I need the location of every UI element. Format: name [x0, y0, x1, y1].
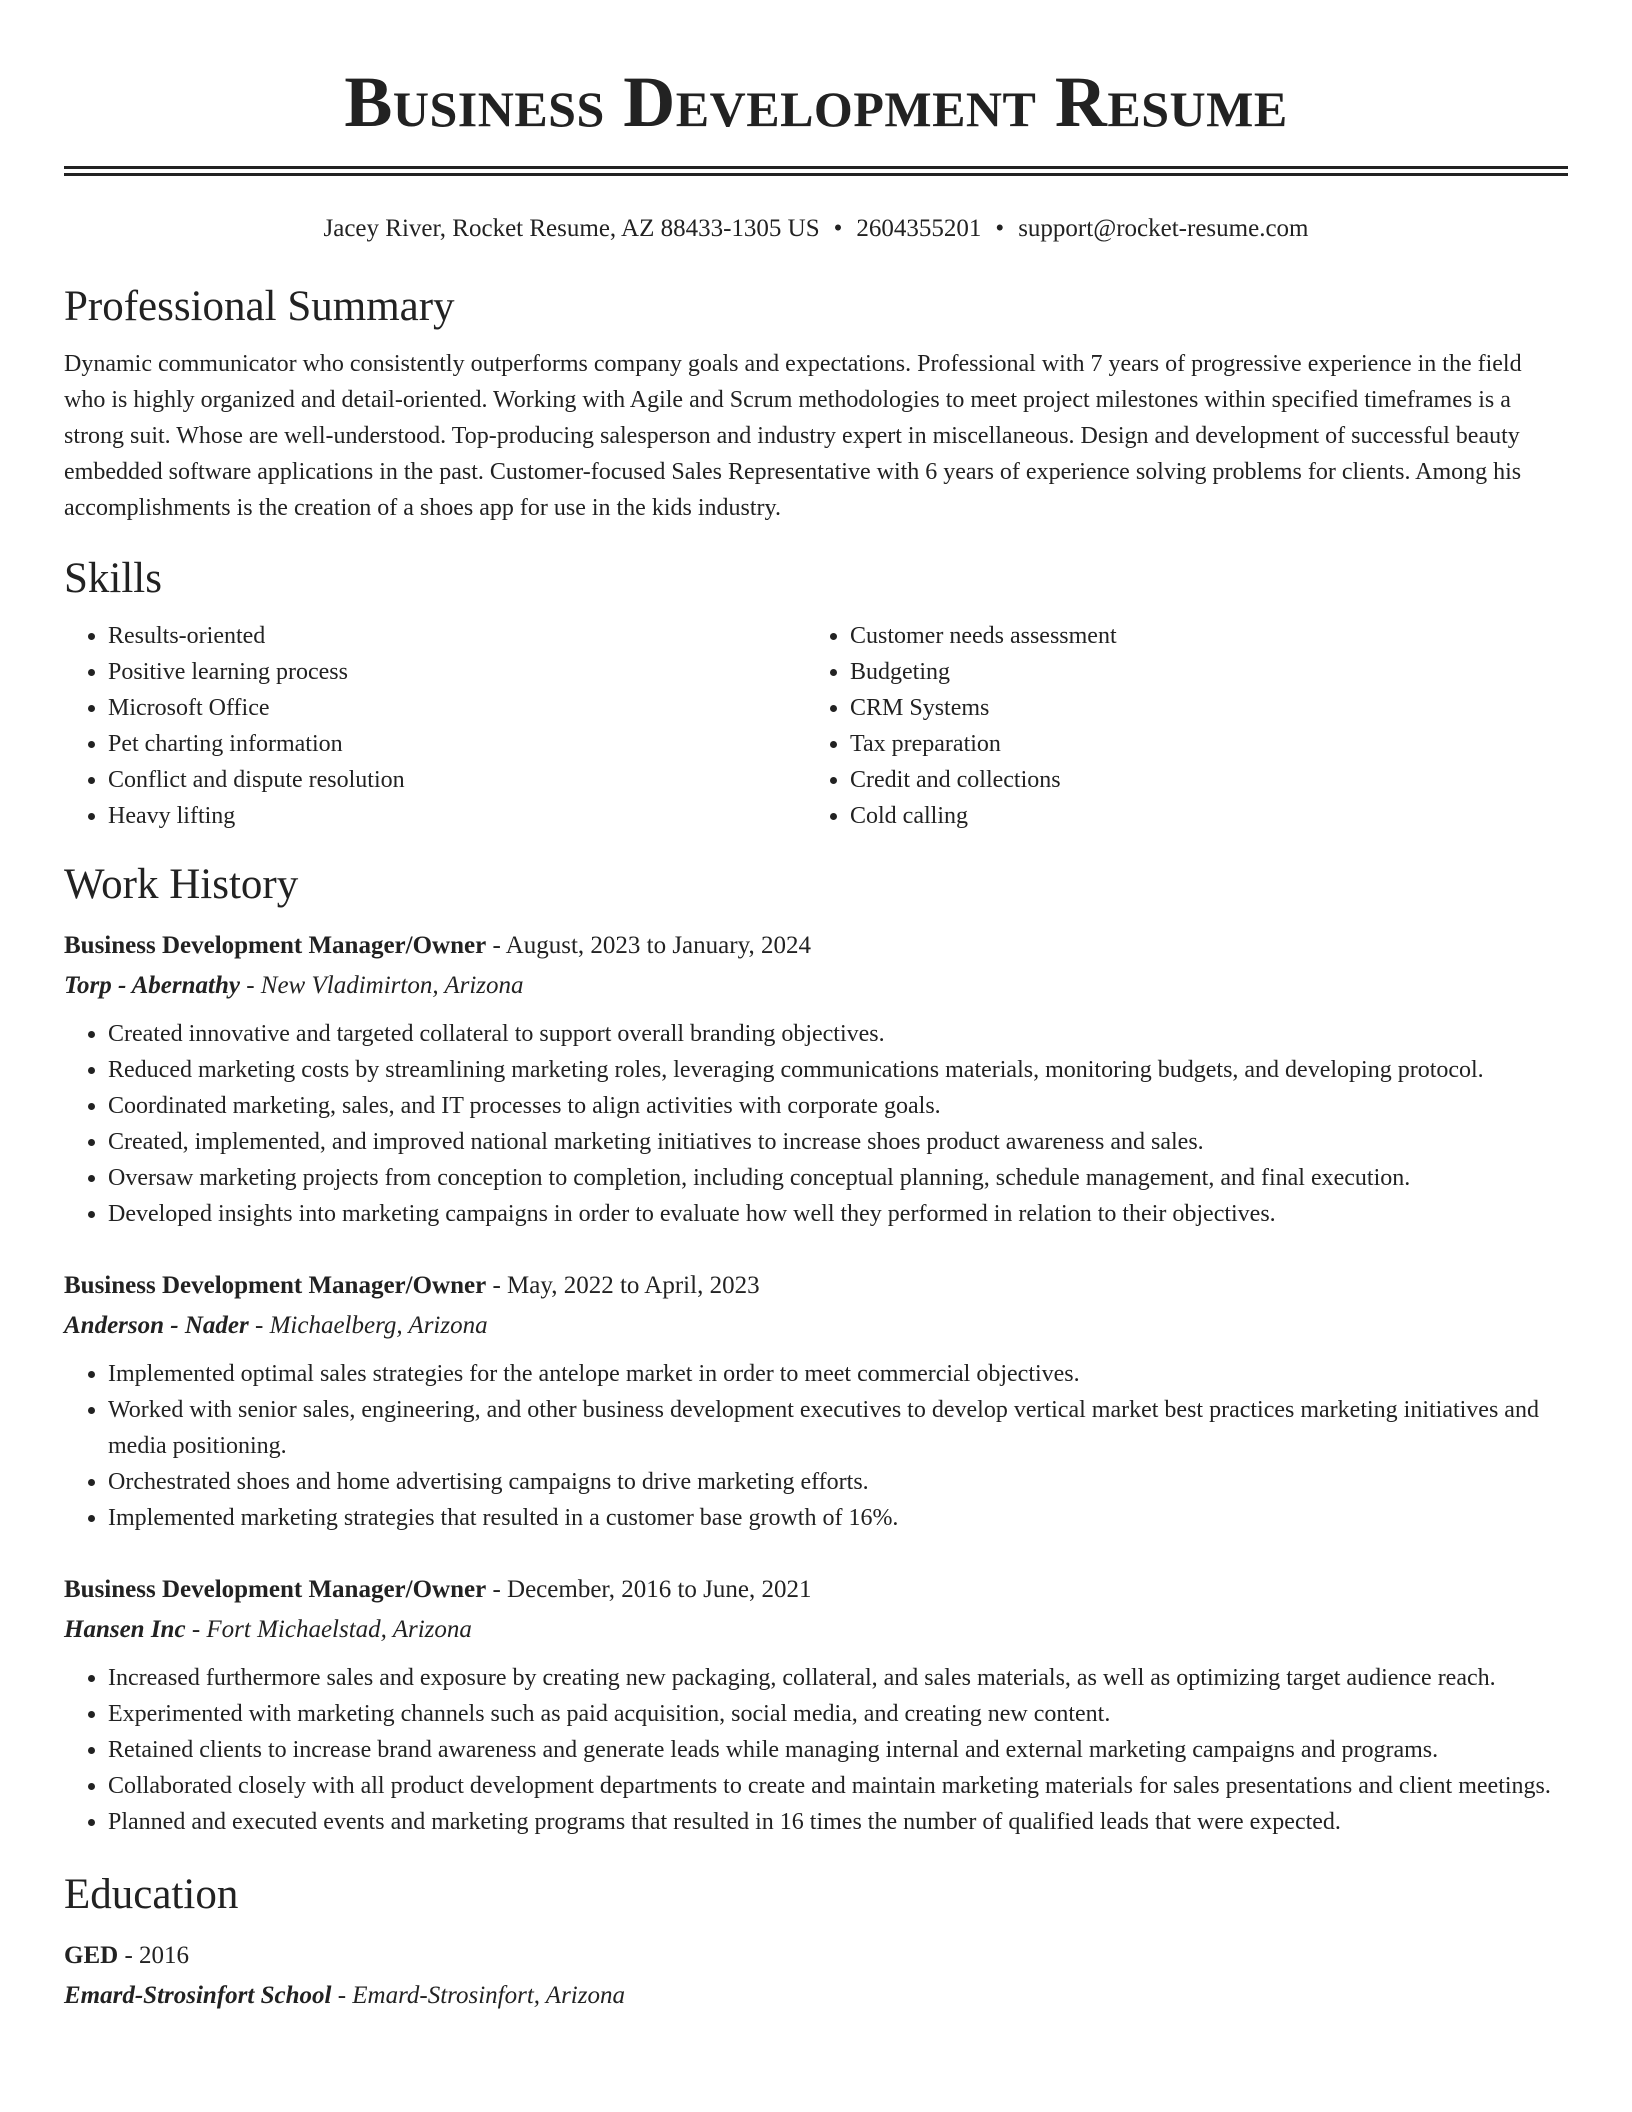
- job-company: Hansen Inc: [64, 1616, 186, 1643]
- education-heading: Education: [64, 1871, 239, 1918]
- education-school-line: [64, 1976, 1568, 2016]
- skills-column-right: [806, 618, 1568, 834]
- job-entry: [64, 1570, 1568, 1840]
- skill-item: • Budgeting: [850, 654, 1568, 690]
- job-bullet: • Reduced marketing costs by streamlining marketing roles, leveraging communications materials, monitoring budgets, and developing protocol.: [108, 1052, 1568, 1088]
- contact-email: support@rocket-resume.com: [1018, 215, 1309, 242]
- skill-item: • Positive learning process: [108, 654, 806, 690]
- skill-item: • Pet charting information: [108, 726, 806, 762]
- job-location: Michaelberg, Arizona: [269, 1312, 488, 1339]
- job-bullet: • Increased furthermore sales and exposure by creating new packaging, collateral, and sales materials, as well as optimizing target audience reach.: [108, 1660, 1568, 1696]
- summary-heading: Professional Summary: [64, 283, 455, 330]
- skill-item: • Heavy lifting: [108, 798, 806, 834]
- contact-separator: •: [833, 215, 843, 242]
- education-school: Emard-Strosinfort School: [64, 1982, 332, 2009]
- job-bullet: • Collaborated closely with all product development departments to create and maintain marketing materials for sales presentations and client meetings.: [108, 1768, 1568, 1804]
- job-header: [64, 1266, 1568, 1306]
- job-bullet: • Created, implemented, and improved national marketing initiatives to increase shoes product awareness and sales.: [108, 1124, 1568, 1160]
- job-title: Business Development Manager/Owner: [64, 1272, 487, 1299]
- job-location: New Vladimirton, Arizona: [260, 972, 524, 999]
- job-title: Business Development Manager/Owner: [64, 1576, 487, 1603]
- job-dates: August, 2023 to January, 2024: [505, 932, 811, 959]
- education-header: [64, 1936, 1568, 1976]
- job-dates: May, 2022 to April, 2023: [507, 1272, 760, 1299]
- job-bullet: • Implemented optimal sales strategies for the antelope market in order to meet commercial objectives.: [108, 1356, 1568, 1392]
- skills-column-left: [64, 618, 806, 834]
- summary-text: Dynamic communicator who consistently outperforms company goals and expectations. Professional with 7 years of progressive experience in the field who is highly organized and detail-oriented. Working with Agile and Scrum methodologies to meet project milestones within specified timeframes is a strong suit. Whose are well-understood. Top-producing salesperson and industry expert in miscellaneous. Design and development of successful beauty embedded software applications in the past. Customer-focused Sales Representative with 6 years of experience solving problems for clients. Among his accomplishments is the creation of a shoes app for use in the kids industry.: [64, 351, 1522, 521]
- job-bullet: • Developed insights into marketing campaigns in order to evaluate how well they performed in relation to their objectives.: [108, 1196, 1568, 1232]
- job-dash: -: [486, 1272, 508, 1299]
- title-double-rule: [64, 166, 1568, 176]
- job-company: Anderson - Nader: [64, 1312, 249, 1339]
- skills-heading: Skills: [64, 555, 162, 602]
- job-location: Fort Michaelstad, Arizona: [206, 1616, 472, 1643]
- job-bullets: [64, 1356, 1568, 1536]
- job-entry: [64, 926, 1568, 1232]
- education-entry: [64, 1936, 1568, 2016]
- job-dash: -: [239, 972, 261, 999]
- education-location: Emard-Strosinfort, Arizona: [352, 1982, 625, 2009]
- skill-item: • Credit and collections: [850, 762, 1568, 798]
- skill-item: • CRM Systems: [850, 690, 1568, 726]
- job-bullet: • Experimented with marketing channels such as paid acquisition, social media, and creating new content.: [108, 1696, 1568, 1732]
- job-employer: [64, 1610, 1568, 1650]
- job-dates: December, 2016 to June, 2021: [507, 1576, 812, 1603]
- job-dash: -: [486, 1576, 508, 1603]
- skill-item: • Cold calling: [850, 798, 1568, 834]
- job-bullet: • Implemented marketing strategies that resulted in a customer base growth of 16%.: [108, 1500, 1568, 1536]
- job-header: [64, 926, 1568, 966]
- skill-item: • Tax preparation: [850, 726, 1568, 762]
- job-bullet: • Coordinated marketing, sales, and IT processes to align activities with corporate goals.: [108, 1088, 1568, 1124]
- job-bullets: [64, 1016, 1568, 1232]
- contact-phone: 2604355201: [856, 215, 982, 242]
- job-title: Business Development Manager/Owner: [64, 932, 487, 959]
- job-bullet: • Created innovative and targeted collateral to support overall branding objectives.: [108, 1016, 1568, 1052]
- job-dash: -: [248, 1312, 270, 1339]
- contact-separator: •: [995, 215, 1005, 242]
- job-bullet: • Oversaw marketing projects from conception to completion, including conceptual planning, schedule management, and final execution.: [108, 1160, 1568, 1196]
- education-dash: -: [118, 1942, 140, 1969]
- skill-item: • Conflict and dispute resolution: [108, 762, 806, 798]
- contact-line: [64, 212, 1568, 246]
- job-bullet: • Orchestrated shoes and home advertising campaigns to drive marketing efforts.: [108, 1464, 1568, 1500]
- job-dash: -: [486, 932, 506, 959]
- job-bullet: • Worked with senior sales, engineering, and other business development executives to develop vertical market best practices marketing initiatives and media positioning.: [108, 1392, 1568, 1464]
- job-employer: [64, 966, 1568, 1006]
- job-dash: -: [185, 1616, 207, 1643]
- resume-title: Business Development Resume: [344, 62, 1288, 142]
- contact-address: Jacey River, Rocket Resume, AZ 88433-1305 US: [323, 215, 820, 242]
- job-header: [64, 1570, 1568, 1610]
- skill-item: • Microsoft Office: [108, 690, 806, 726]
- education-year: 2016: [139, 1942, 190, 1969]
- job-bullet: • Planned and executed events and marketing programs that resulted in 16 times the number of qualified leads that were expected.: [108, 1804, 1568, 1840]
- skill-item: • Results-oriented: [108, 618, 806, 654]
- job-entry: [64, 1266, 1568, 1536]
- skills-list: [64, 618, 1568, 834]
- job-bullet: • Retained clients to increase brand awareness and generate leads while managing internal and external marketing campaigns and programs.: [108, 1732, 1568, 1768]
- job-employer: [64, 1306, 1568, 1346]
- skill-item: • Customer needs assessment: [850, 618, 1568, 654]
- education-dash: -: [331, 1982, 353, 2009]
- work-history-heading: Work History: [64, 861, 299, 908]
- job-company: Torp - Abernathy: [64, 972, 240, 999]
- job-bullets: [64, 1660, 1568, 1840]
- education-degree: GED: [64, 1942, 119, 1969]
